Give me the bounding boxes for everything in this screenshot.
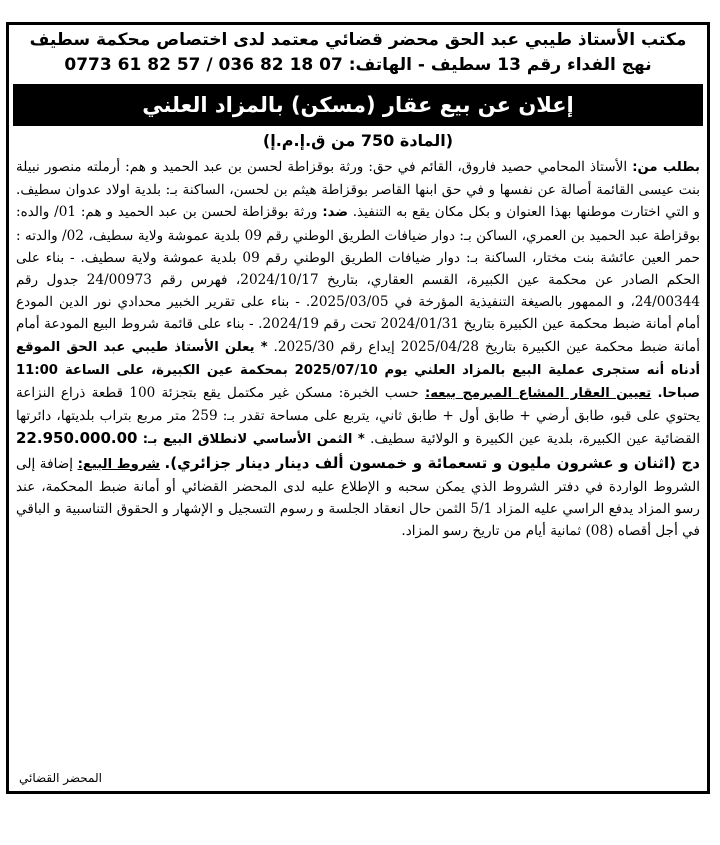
property-label: تعيين العقار المشاع المبرمج بيعه: [425, 386, 652, 402]
article-reference: (المادة 750 من ق.إ.م.إ) [262, 131, 454, 150]
office-header [9, 25, 707, 78]
announcement-title: إعلان عن بيع عقار (مسكن) بالمزاد العلني [13, 84, 703, 126]
price-label: * الثمن الأساسي لانطلاق البيع بـ: [142, 432, 365, 448]
signature: المحضر القضائي [19, 771, 102, 785]
requester-label: بطلب من: [632, 160, 700, 175]
announcement-body [9, 156, 707, 542]
conditions-text: إضافة إلى الشروط الواردة في دفتر الشروط الذي يمكن سحبه و الإطلاع عليه لدى المحضر القضائي أو أمانة ضبط المحكمة، عند رسو المزاد يدفع الراسي عليه المزاد 5/1 الثمن حال انعقاد الجلسة و رسوم التسجيل و الإشهار و الحقوق التناسبية و الباقي في أجل أقصاه (08) ثمانية أيام من تاريخ رسو المزاد. [16, 455, 700, 540]
requester-text: الأستاذ المحامي حصيد فاروق، القائم في حق: ورثة بوقزاطة لحسن بن عبد الحميد و هم: أرملته منصور نبيلة بنت عيسى القائمة أصالة عن نفسها و في حق ابنها القاصر بوقزاطة هيثم بن لحسن، الساكنة بـ: بلدية اولاد عدوان سطيف. و التي اختارت موطنها بهذا العنوان و بكل مكان يقع به التنفيذ. [16, 159, 701, 221]
property-text: حسب الخبرة: مسكن غير مكتمل يقع بتجزئة 100 قطعة ذراع النزاعة يحتوي على قبو، طابق أرضي + طابق أول + طابق ثاني، يتربع على مساحة تقدر بـ: 259 متر مربع بتراب بلديتها، دائرتها القضائية عين الكبيرة، بلدية عين الكبيرة و الولائية سطيف. [16, 385, 701, 448]
announcement-frame [6, 22, 710, 794]
office-address: نهج الفداء رقم 13 سطيف - الهاتف: 07 18 82 036 / 57 82 61 0773 [64, 55, 652, 75]
against-text: ورثة بوقزاطة لحسن بن عبد الحميد و هم: 01/ والده: بوقزاطة عبد الحميد بن العمري، الساكن بـ: دوار ضيافات الطريق الوطني رقم 09 بلدية عموشة ولاية سطيف، 02/ والدته : حمر العين عائشة بنت مختار، الساكنة بـ: دوار ضيافات الطريق الوطني رقم 09 بلدية عموشة ولاية سطيف. - بناء على الحكم الصادر عن محكمة عين الكبيرة، القسم العقاري، بتاريخ 2024/10/17، فهرس رقم 24/00973 جدول رقم 24/00344، و الممهور بالصيغة التنفيذية المؤرخة في 2025/03/05. - بناء على تقرير الخبير محدادي نور الدين المودع أمام أمانة ضبط محكمة عين الكبيرة بتاريخ 2024/01/31 تحت رقم 2024/19. - بناء على قائمة شروط البيع المودعة أمام أمانة ضبط محكمة عين الكبيرة بتاريخ 2025/04/28 إيداع رقم 2025/30. [16, 204, 701, 355]
office-name: مكتب الأستاذ طيبي عبد الحق محضر قضائي معتمد لدى اختصاص محكمة سطيف [29, 30, 687, 50]
price-value: 22.950.000.00 دج (اثنان و عشرون مليون و تسعمائة و خمسون ألف دينار دينار جزائري). [16, 429, 700, 472]
against-label: ضد: [322, 205, 348, 221]
sale-announcement: * يعلن الأستاذ طيبي عبد الحق الموقع أدناه أنه ستجرى عملية البيع بالمزاد العلني يوم 2025/07/10 بمحكمة عين الكبيرة، على الساعة 11:00 صباحا. [16, 339, 700, 402]
conditions-label: شروط البيع: [77, 456, 160, 472]
